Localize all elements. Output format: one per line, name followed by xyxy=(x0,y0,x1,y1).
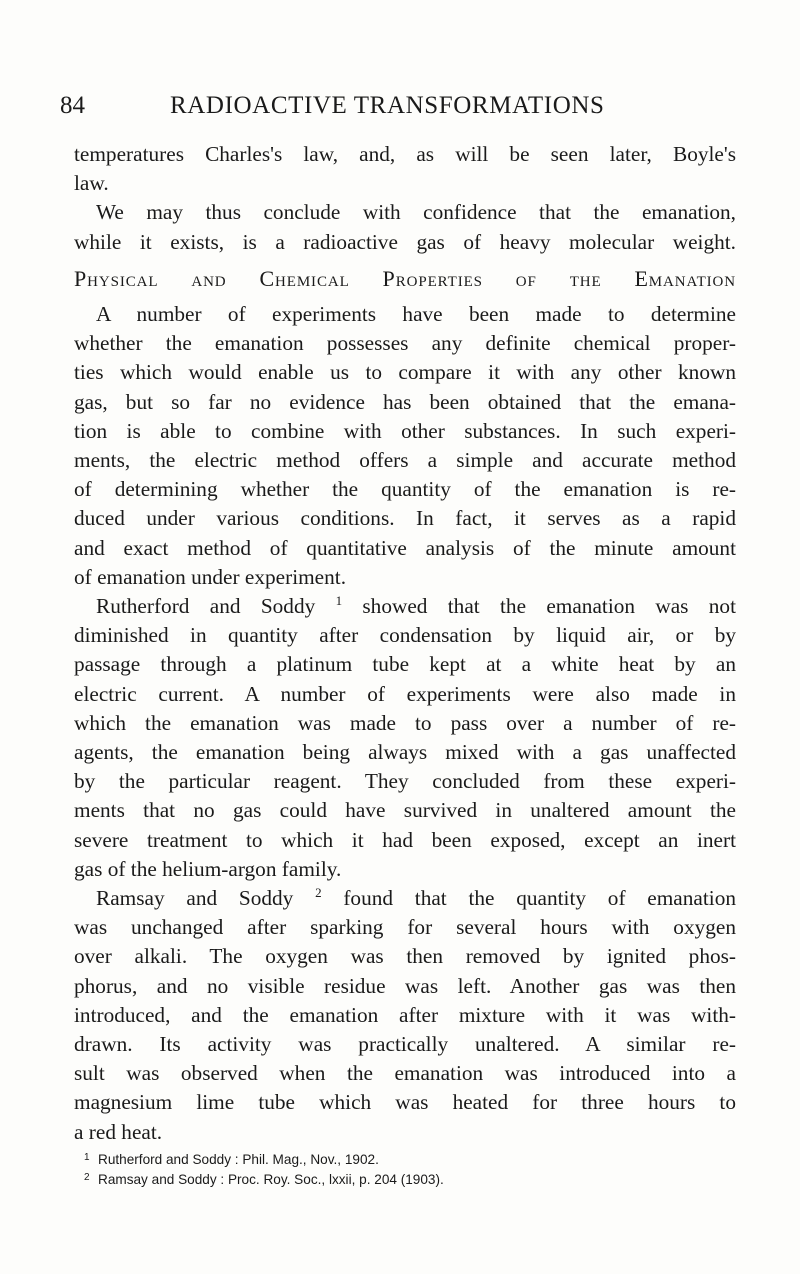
text-run: found that the quantity of emanation xyxy=(321,886,736,910)
text-line: and exact method of quantitative analysis of the minute amount xyxy=(74,535,736,560)
text-line: sult was observed when the emanation was introduced into a xyxy=(74,1061,736,1086)
text-line: drawn. Its activity was practically unaltered. A similar re- xyxy=(74,1031,736,1056)
text-line xyxy=(74,592,736,621)
text-line: of emanation under experiment. xyxy=(74,564,347,589)
footnote-number: 2 xyxy=(84,1172,90,1183)
text-line: by the particular reagent. They concluded from these experi- xyxy=(74,769,736,794)
running-title: RADIOACTIVE TRANSFORMATIONS xyxy=(170,92,605,119)
footnote-ref-2: 2 xyxy=(315,884,322,900)
page-header xyxy=(60,88,740,124)
text-line: whether the emanation possesses any definite chemical proper- xyxy=(74,331,736,356)
text-line: of determining whether the quantity of the emanation is re- xyxy=(74,477,736,502)
text-line: duced under various conditions. In fact, it serves as a rapid xyxy=(74,506,736,531)
text-line: electric current. A number of experiments were also made in xyxy=(74,681,736,706)
text-run: showed that the emanation was not xyxy=(342,594,736,618)
text-line: phorus, and no visible residue was left. Another gas was then xyxy=(74,973,736,998)
footnote-1 xyxy=(84,1148,734,1168)
text-line: severe treatment to which it had been exposed, except an inert xyxy=(74,827,736,852)
section-heading-block xyxy=(74,264,736,293)
paragraph-rutherford-soddy xyxy=(74,592,736,884)
text-line: ments that no gas could have survived in unaltered amount the xyxy=(74,798,736,823)
text-line: temperatures Charles's law, and, as will be seen later, Boyle's xyxy=(74,142,736,166)
text-line: We may thus conclude with confidence that the emanation, xyxy=(96,200,736,225)
paragraph-experiments xyxy=(74,300,736,592)
paragraph-ramsay-soddy xyxy=(74,884,736,1147)
text-line: over alkali. The oxygen was then removed by ignited phos- xyxy=(74,944,736,969)
text-run: Ramsay and Soddy xyxy=(96,886,294,910)
paragraph-conclusion xyxy=(74,198,736,256)
text-line: which the emanation was made to pass over a number of re- xyxy=(74,710,736,735)
text-line: passage through a platinum tube kept at a white heat by an xyxy=(74,652,736,677)
text-run: Rutherford and Soddy xyxy=(96,594,316,618)
text-line: gas of the helium-argon family. xyxy=(74,856,342,881)
page-number: 84 xyxy=(60,92,85,119)
text-line: gas, but so far no evidence has been obtained that the emana- xyxy=(74,389,736,414)
text-line: diminished in quantity after condensation by liquid air, or by xyxy=(74,623,736,648)
footnote-number: 1 xyxy=(84,1152,90,1163)
paragraph-continuation xyxy=(74,140,736,198)
text-line: tion is able to combine with other substances. In such experi- xyxy=(74,418,736,443)
text-line: a red heat. xyxy=(74,1119,163,1144)
text-line: A number of experiments have been made to determine xyxy=(96,302,736,326)
text-line: magnesium lime tube which was heated for three hours to xyxy=(74,1090,736,1115)
footnote-ref-1: 1 xyxy=(335,592,343,608)
footnote-text: Ramsay and Soddy : Proc. Roy. Soc., lxxii, p. 204 (1903). xyxy=(98,1172,444,1187)
text-line: agents, the emanation being always mixed with a gas unaffected xyxy=(74,739,736,764)
text-line xyxy=(74,884,736,913)
footnote-2 xyxy=(84,1168,734,1188)
footnote-text: Rutherford and Soddy : Phil. Mag., Nov., 1902. xyxy=(98,1152,379,1167)
text-line: ties which would enable us to compare it with any other known xyxy=(74,360,736,385)
text-line: was unchanged after sparking for several hours with oxygen xyxy=(74,915,736,940)
text-line: introduced, and the emanation after mixture with it was with- xyxy=(74,1002,736,1027)
section-heading: Physical and Chemical Properties of the Emanation xyxy=(74,266,736,291)
text-line: while it exists, is a radioactive gas of heavy molecular weight. xyxy=(74,229,736,254)
text-line: law. xyxy=(74,171,109,196)
text-line: ments, the electric method offers a simple and accurate method xyxy=(74,447,736,472)
footnotes xyxy=(84,1148,734,1188)
